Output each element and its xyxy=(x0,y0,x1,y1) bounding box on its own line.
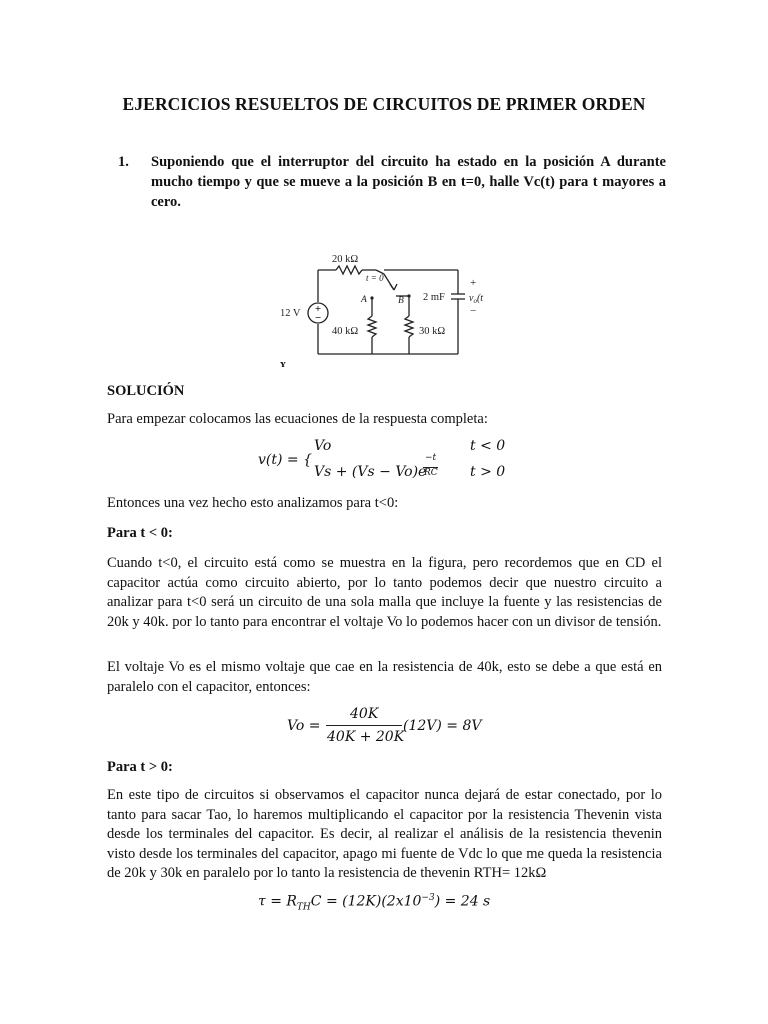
label-r1: 20 kΩ xyxy=(332,254,359,265)
question-number: 1. xyxy=(118,154,129,170)
source-minus-sign: − xyxy=(314,313,322,322)
node-b xyxy=(407,294,410,297)
question-text: Suponiendo que el interruptor del circuito ha estado en la posición A durante mucho tiempo y que se mueve a la posición B en t=0, halle Vc(t) para t mayores a cero. xyxy=(151,154,666,210)
label-cap: 2 mF xyxy=(423,292,445,303)
label-pos-b: B xyxy=(398,296,404,306)
label-vout: $v_o(t$ xyxy=(469,293,484,305)
eq1-case1: Vo xyxy=(314,438,332,454)
exercise-question xyxy=(118,152,666,212)
eq2-fraction-bar xyxy=(326,725,402,726)
heading-t-less-0: Para t < 0: xyxy=(107,525,173,541)
resistor-20k xyxy=(336,266,362,274)
label-source: 12 V xyxy=(280,308,301,319)
paragraph-1: Entonces una vez hecho esto analizamos para t<0: xyxy=(107,495,399,511)
resistor-30k xyxy=(405,316,413,337)
equation-time-constant: $\tau = R_{TH}C = (12K)(2x10^{-3}) = 24$ s xyxy=(258,893,491,913)
eq2-num: 40K xyxy=(350,706,379,722)
eq1-cond2: t > 0 xyxy=(470,464,506,480)
eq2-den: 40K + 20K xyxy=(327,729,405,745)
heading-t-greater-0: Para t > 0: xyxy=(107,759,173,775)
eq2-lhs: Vo = xyxy=(287,718,321,734)
intro-paragraph: Para empezar colocamos las ecuaciones de la respuesta completa: xyxy=(107,411,488,427)
label-r3: 30 kΩ xyxy=(419,326,446,337)
eq1-lhs: v(t) = { xyxy=(258,452,312,468)
node-a xyxy=(370,296,373,299)
label-plus: + xyxy=(470,277,477,289)
solution-heading: SOLUCIÓN xyxy=(107,383,185,399)
eq1-exp-num: −t xyxy=(425,453,437,463)
paragraph-2: Cuando t<0, el circuito está como se muestra en la figura, pero recordemos que en CD el capacitor actúa como circuito abierto, por lo tanto podemos decir que nuestro circuito a analizar para t<0 será un circuito de una sola malla que incluye la fuente y las resistencias de 20k y 40k. por lo tanto para encontrar el voltaje Vo lo podemos hacer con un divisor de tensión. xyxy=(107,555,662,630)
eq2-rhs: (12V) = 8V xyxy=(403,718,482,734)
eq1-case2: Vs + (Vs − Vo)e xyxy=(314,464,427,480)
label-pos-a: A xyxy=(361,295,367,305)
circuit-diagram xyxy=(276,248,516,376)
paragraph-4: En este tipo de circuitos si observamos el capacitor nunca dejará de estar conectado, por lo tanto para sacar Tao, lo haremos multiplicando el capacitor por la resistencia Thevenin vista desde los terminales del capacitor. Es decir, al realizar el análisis de la resistencia thevenin visto desde los terminales del capacitor, apago mi fuente de Vdc lo que me queda la resistencia de 20k y 30k en paralelo por lo tanto la resistencia de thevenin RTH= 12kΩ xyxy=(107,787,662,881)
eq1-cond1: t < 0 xyxy=(470,438,506,454)
document-title: EJERCICIOS RESUELTOS DE CIRCUITOS DE PRIMER ORDEN xyxy=(122,94,646,114)
label-minus: − xyxy=(470,305,477,317)
stray-mark: ʏ xyxy=(280,358,286,370)
label-switch: t = 0 xyxy=(366,273,384,283)
resistor-40k xyxy=(368,316,376,337)
label-r2: 40 kΩ xyxy=(332,326,359,337)
eq1-exp-den: RC xyxy=(424,468,438,478)
paragraph-3: El voltaje Vo es el mismo voltaje que cae en la resistencia de 40k, esto se debe a que está en paralelo con el capacitor, entonces: xyxy=(107,659,662,695)
source-plus-sign: + xyxy=(314,304,322,313)
